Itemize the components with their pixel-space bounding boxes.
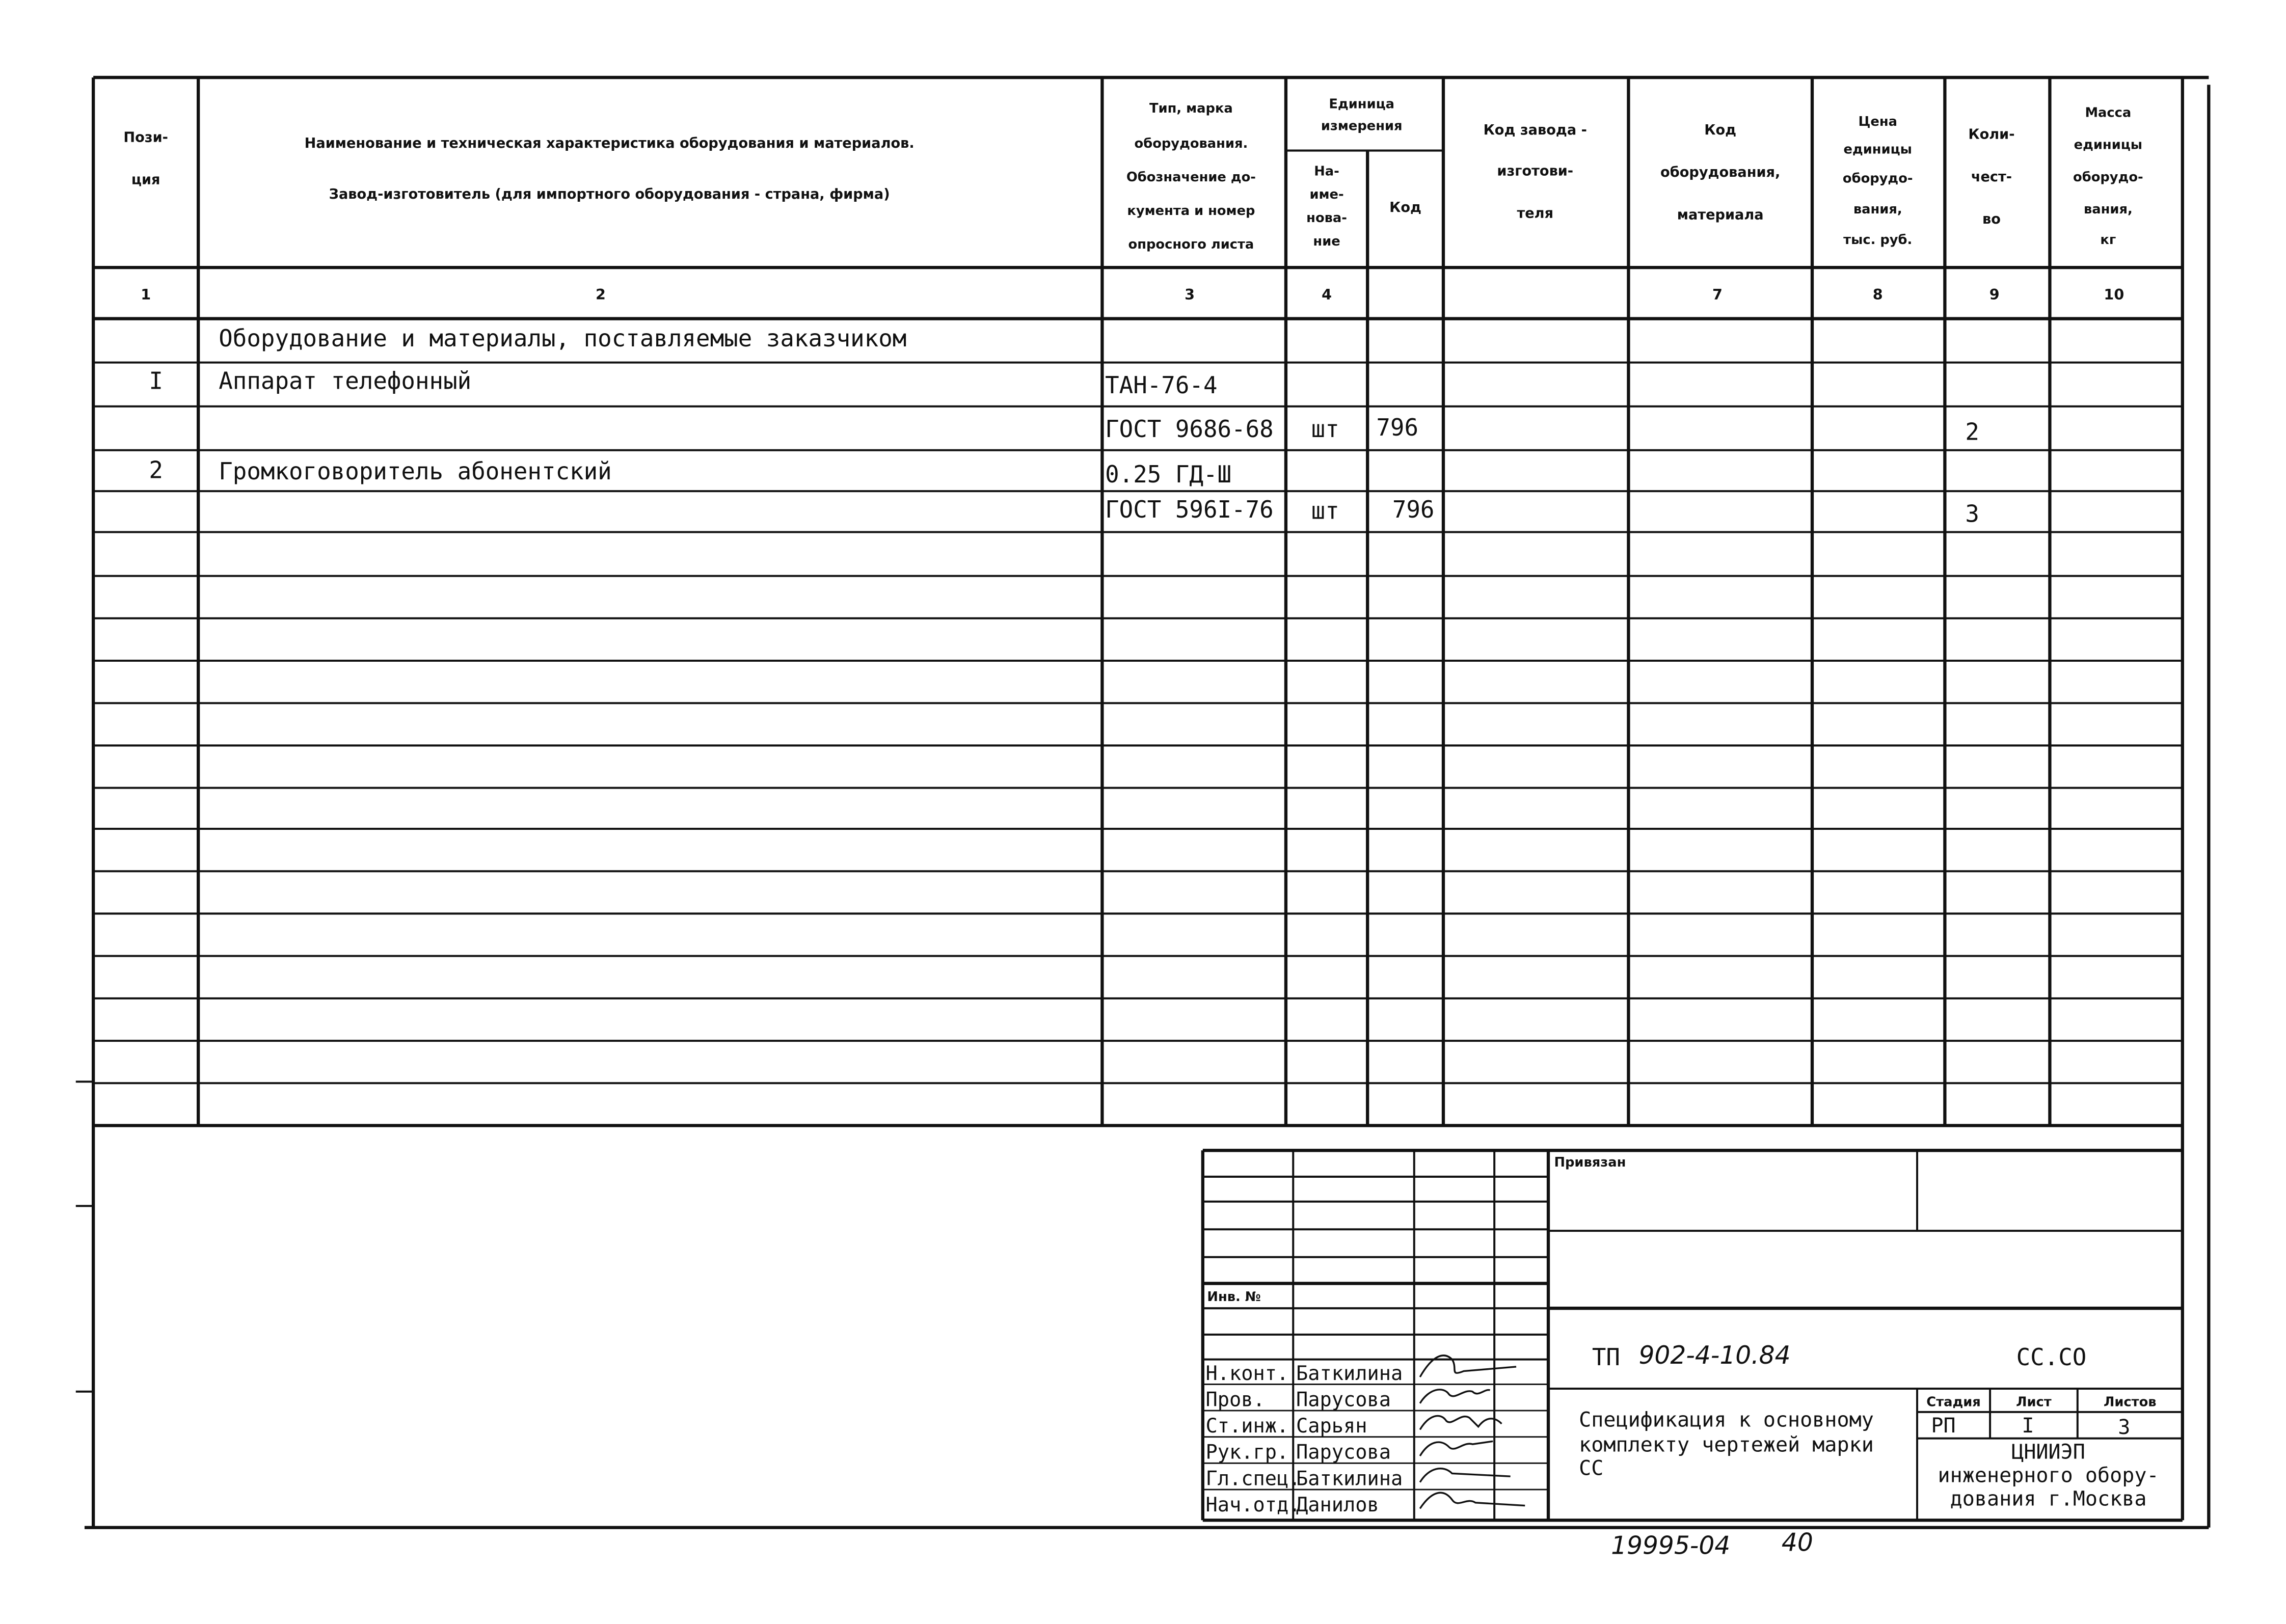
column-number: 3 <box>1185 286 1195 304</box>
stage-value: РП <box>1931 1414 1956 1438</box>
inventory-number-label: Инв. № <box>1207 1289 1261 1305</box>
page-number: 40 <box>1781 1528 1813 1557</box>
table-rows <box>149 324 1979 527</box>
signer-name: Баткилина <box>1296 1467 1403 1491</box>
signer-name: Сарьян <box>1296 1415 1367 1438</box>
header-equipment-code-line3: материала <box>1677 207 1764 223</box>
row2-position: 2 <box>149 456 163 484</box>
row2-name: Громкоговоритель абонентский <box>219 457 612 485</box>
column-number: 8 <box>1872 286 1883 304</box>
header-mass-line2: единицы <box>2074 137 2143 153</box>
column-number: 2 <box>596 286 606 304</box>
project-prefix: ТП <box>1592 1343 1620 1371</box>
header-type-line3: Обозначение до- <box>1126 169 1256 185</box>
header-mass-line3: оборудо- <box>2073 169 2143 185</box>
header-name-line1: Наименование и техническая характеристика оборудования и материалов. <box>304 135 915 151</box>
header-price-line2: единицы <box>1843 142 1912 157</box>
header-maker-code-line1: Код завода - <box>1483 122 1587 139</box>
header-mass-line4: вания, <box>2084 201 2133 217</box>
title-block <box>1206 1155 2159 1517</box>
signer-role: Нач.отд. <box>1205 1494 1301 1517</box>
header-price-line1: Цена <box>1858 114 1897 129</box>
drawing-mark: СС.СО <box>2016 1343 2087 1371</box>
signer-name: Баткилина <box>1296 1362 1403 1385</box>
header-price-line3: оборудо- <box>1842 171 1913 186</box>
header-name-line2: Завод-изготовитель (для импортного оборудования - страна, фирма) <box>329 186 890 203</box>
document-title-line1: Спецификация к основному <box>1579 1408 1874 1432</box>
signer-role: Н.конт. <box>1205 1362 1289 1385</box>
header-unit-name-line3: нова- <box>1306 210 1347 226</box>
table-header <box>123 96 2143 252</box>
stage-label: Стадия <box>1926 1394 1981 1410</box>
document-title-line2: комплекту чертежей марки <box>1579 1433 1874 1457</box>
column-number: 4 <box>1322 286 1332 304</box>
header-price-line4: вания, <box>1853 201 1902 217</box>
header-equipment-code-line1: Код <box>1704 122 1737 139</box>
row2-quantity: 3 <box>1965 500 1980 528</box>
signer-name: Данилов <box>1296 1494 1379 1517</box>
column-number: 9 <box>1989 286 2000 304</box>
column-number-row <box>141 286 2124 303</box>
signer-role: Рук.гр. <box>1205 1441 1289 1464</box>
column-number: 1 <box>141 286 151 304</box>
section-title: Оборудование и материалы, поставляемые заказчиком <box>219 324 907 353</box>
header-mass-line5: кг <box>2100 232 2116 248</box>
header-unit-name-line4: ние <box>1313 234 1340 250</box>
header-type-line5: опросного листа <box>1128 236 1254 252</box>
row1-name: Аппарат телефонный <box>219 367 472 395</box>
project-code: 902-4-10.84 <box>1638 1341 1791 1370</box>
header-type-line2: оборудования. <box>1134 136 1248 151</box>
row2-unit: шт <box>1311 497 1339 525</box>
footer <box>1611 1528 1813 1560</box>
organization-line3: дования г.Москва <box>1950 1487 2147 1511</box>
privyazan-label: Привязан <box>1554 1154 1626 1170</box>
sheet-label: Лист <box>2016 1394 2052 1410</box>
row1-quantity: 2 <box>1965 418 1980 446</box>
row1-document: ГОСТ 9686-68 <box>1105 415 1274 443</box>
header-quantity-line3: во <box>1982 211 2001 228</box>
sheet-value: I <box>2022 1414 2034 1438</box>
archive-number: 19995-04 <box>1611 1531 1731 1560</box>
row1-type: ТАН-76-4 <box>1105 371 1218 399</box>
column-number: 10 <box>2104 286 2124 304</box>
signer-role: Пров. <box>1205 1388 1265 1412</box>
row1-position: I <box>149 367 163 395</box>
sheets-label: Листов <box>2104 1394 2157 1410</box>
header-maker-code-line3: теля <box>1517 205 1554 222</box>
signer-name: Парусова <box>1296 1388 1391 1412</box>
handwritten-signatures <box>1420 1356 1525 1508</box>
header-equipment-code-line2: оборудования, <box>1660 165 1781 181</box>
document-title-line3: СС <box>1579 1456 1604 1480</box>
row2-type: 0.25 ГД-Ш <box>1105 460 1232 488</box>
header-unit-group-line2: измерения <box>1321 118 1403 134</box>
header-quantity-line2: чест- <box>1971 169 2012 185</box>
row2-unit-code: 796 <box>1392 495 1435 523</box>
header-maker-code-line2: изготови- <box>1497 163 1574 179</box>
header-quantity-line1: Коли- <box>1968 126 2015 143</box>
row1-unit-code: 796 <box>1376 414 1419 442</box>
header-position-line2: ция <box>131 172 160 188</box>
header-unit-name-line1: На- <box>1314 164 1339 179</box>
organization-line2: инженерного обору- <box>1938 1464 2159 1487</box>
header-position-line1: Пози- <box>123 129 168 146</box>
row2-document: ГОСТ 596I-76 <box>1105 495 1274 523</box>
outer-frame <box>76 77 2209 1528</box>
signer-role: Ст.инж. <box>1205 1415 1289 1438</box>
header-type-line4: кумента и номер <box>1127 203 1255 219</box>
organization-line1: ЦНИИЭП <box>2011 1440 2085 1464</box>
header-price-line5: тыс. руб. <box>1843 232 1913 248</box>
header-type-line1: Тип, марка <box>1149 100 1233 116</box>
row1-unit: шт <box>1311 415 1339 443</box>
column-number: 7 <box>1712 286 1723 304</box>
sheets-value: 3 <box>2118 1415 2131 1439</box>
signer-role: Гл.спец. <box>1205 1467 1301 1491</box>
header-unit-group-line1: Единица <box>1329 96 1395 112</box>
header-unit-name-line2: име- <box>1309 187 1344 203</box>
signer-name: Парусова <box>1296 1441 1391 1464</box>
header-unit-code: Код <box>1389 200 1422 216</box>
header-mass-line1: Масса <box>2085 105 2132 121</box>
